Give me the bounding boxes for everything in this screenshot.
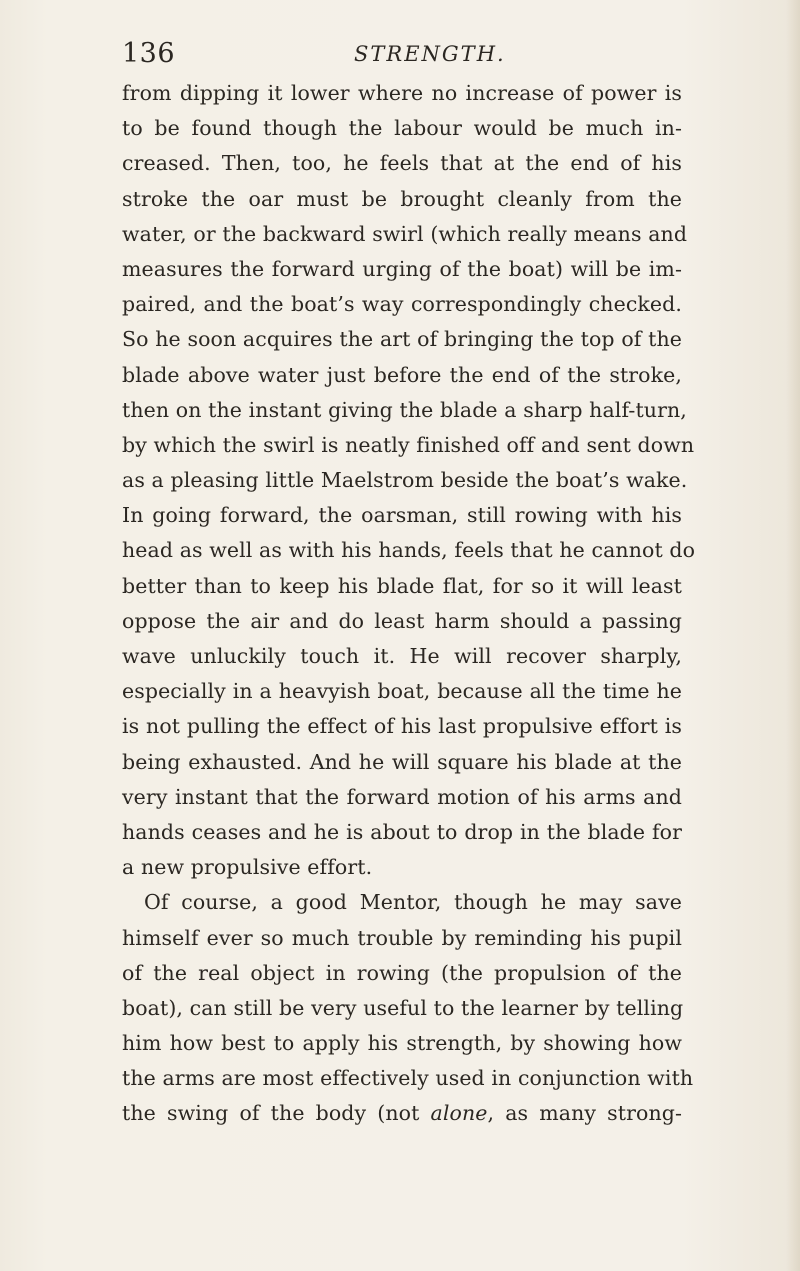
text-line: better than to keep his blade flat, for so it will least — [122, 573, 682, 598]
text-line: by which the swirl is neatly finished off and sent down — [122, 432, 695, 457]
text-line: as a pleasing little Maelstrom beside the boat’s wake. — [122, 468, 688, 493]
text-line: then on the instant giving the blade a sharp half-turn, — [122, 397, 687, 422]
text-line: boat), can still be very useful to the learner by telling — [122, 995, 684, 1020]
text-line: from dipping it lower where no increase of power is — [122, 81, 682, 105]
text-line: himself ever so much trouble by reminding his pupil — [122, 925, 682, 950]
text-line: measures the forward urging of the boat) will be im- — [122, 256, 682, 281]
paragraph-end-line: a new propulsive effort. — [122, 855, 373, 880]
text-line: him how best to apply his strength, by showing how — [122, 1031, 682, 1056]
final-text-line — [122, 1096, 682, 1131]
final-line-after: , as many strong- — [487, 1101, 683, 1126]
text-line: creased. Then, too, he feels that at the end of his — [122, 151, 682, 176]
page-number: 136 — [122, 38, 176, 69]
text-line: is not pulling the effect of his last propulsive effort is — [122, 714, 682, 739]
text-line: hands ceases and he is about to drop in the blade for — [122, 819, 682, 844]
text-line: paired, and the boat’s way correspondingly checked. — [122, 292, 682, 317]
running-title: STRENGTH. — [354, 42, 506, 66]
page-edge-shadow — [786, 0, 800, 1271]
text-line: wave unluckily touch it. He will recover sharply, — [122, 644, 682, 668]
text-line: So he soon acquires the art of bringing the top of the — [122, 327, 682, 352]
final-line-emphasis: alone — [430, 1101, 488, 1126]
text-line: stroke the oar must be brought cleanly from the — [122, 186, 682, 211]
paragraph-start-line: Of course, a good Mentor, though he may save — [144, 890, 682, 915]
text-line: head as well as with his hands, feels that he cannot do — [122, 538, 696, 563]
text-line: oppose the air and do least harm should a passing — [122, 608, 682, 633]
text-line: water, or the backward swirl (which really means and — [122, 221, 688, 246]
text-line: to be found though the labour would be much in- — [122, 116, 682, 141]
text-line: very instant that the forward motion of his arms and — [122, 784, 682, 809]
final-line-before: the swing of the body (not — [122, 1101, 431, 1126]
body-text — [122, 76, 696, 1132]
text-line: especially in a heavyish boat, because all the time he — [122, 679, 682, 704]
text-line: blade above water just before the end of the stroke, — [122, 362, 682, 387]
text-line: being exhausted. And he will square his blade at the — [122, 749, 682, 774]
text-line: of the real object in rowing (the propulsion of the — [122, 960, 682, 985]
page-header — [122, 38, 682, 78]
text-line: In going forward, the oarsman, still rowing with his — [122, 503, 682, 528]
text-line: the arms are most effectively used in conjunction with — [122, 1066, 694, 1091]
